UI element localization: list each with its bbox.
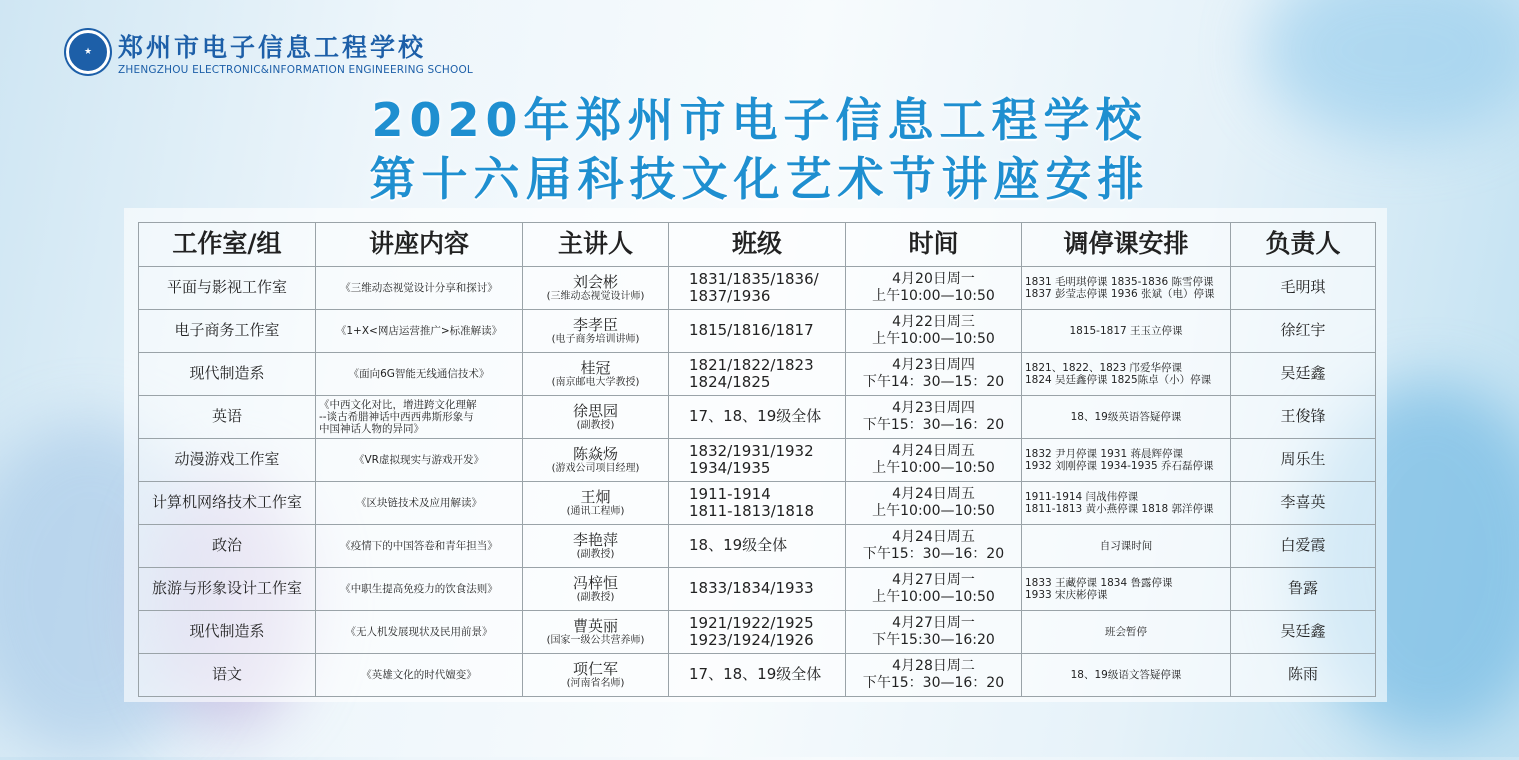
arrange: 18、19级语文答疑停课 <box>1070 668 1182 681</box>
column-header: 讲座内容 <box>316 223 523 267</box>
topic: 《1+X<网店运营推广>标准解读》 <box>335 324 503 337</box>
group-cell <box>139 611 316 654</box>
group-cell <box>139 267 316 310</box>
classes: 18、19级全体 <box>689 536 788 555</box>
page-title-line1: 2020年郑州市电子信息工程学校 <box>371 93 1148 147</box>
speaker-cell <box>523 267 669 310</box>
owner: 周乐生 <box>1280 450 1326 469</box>
table-row <box>139 353 1376 396</box>
logo-cn: 郑州市电子信息工程学校 <box>118 33 427 62</box>
arrangement-cell <box>1022 353 1231 396</box>
date: 4月24日周五 <box>892 485 975 502</box>
owner-cell <box>1231 310 1376 353</box>
speaker: 曹英丽 <box>572 616 618 635</box>
speaker-cell <box>523 396 669 439</box>
owner: 陈雨 <box>1287 665 1318 684</box>
classes: 1831/1835/1836/ 1837/1936 <box>689 269 819 305</box>
classes-cell <box>669 353 846 396</box>
classes-cell <box>669 310 846 353</box>
time-cell <box>846 654 1022 697</box>
speaker-title: (南京邮电大学教授) <box>551 376 640 388</box>
speaker-title: (通讯工程师) <box>566 505 625 517</box>
topic: 《疫情下的中国答卷和青年担当》 <box>340 539 498 552</box>
speaker: 陈焱炀 <box>572 444 618 463</box>
speaker-title: (副教授) <box>576 548 615 560</box>
group-cell <box>139 310 316 353</box>
owner-cell <box>1231 611 1376 654</box>
owner-cell <box>1231 525 1376 568</box>
owner-cell <box>1231 654 1376 697</box>
classes: 17、18、19级全体 <box>689 407 822 426</box>
group: 旅游与形象设计工作室 <box>151 579 302 598</box>
logo-en: ZHENGZHOU ELECTRONIC&INFORMATION ENGINEERING SCHOOL <box>118 64 473 76</box>
group: 动漫游戏工作室 <box>174 450 280 469</box>
lecture-schedule-table <box>138 222 1376 697</box>
arrangement-cell <box>1022 525 1231 568</box>
time-cell <box>846 482 1022 525</box>
arrange: 1821、1822、1823 邝爱华停课 1824 吴廷鑫停课 1825陈卓（小）停课 <box>1025 361 1212 386</box>
speaker: 冯梓恒 <box>572 573 618 592</box>
date: 4月22日周三 <box>892 313 975 330</box>
table-row <box>139 525 1376 568</box>
speaker-cell <box>523 353 669 396</box>
group-cell <box>139 396 316 439</box>
speaker-title: (三维动态视觉设计师) <box>546 290 645 302</box>
arrangement-cell <box>1022 267 1231 310</box>
owner: 李喜英 <box>1280 493 1326 512</box>
arrangement-cell <box>1022 310 1231 353</box>
arrange: 18、19级英语答疑停课 <box>1070 410 1182 423</box>
owner-cell <box>1231 568 1376 611</box>
time-cell <box>846 525 1022 568</box>
school-seal-icon: ★ <box>66 30 110 74</box>
table-row <box>139 654 1376 697</box>
column-header: 调停课安排 <box>1022 223 1231 267</box>
speaker-cell <box>523 654 669 697</box>
topic-cell <box>316 568 523 611</box>
time: 下午14：30—15：20 <box>862 374 1005 390</box>
arrange: 班会暂停 <box>1105 625 1147 638</box>
speaker-title: (电子商务培训讲师) <box>551 333 640 345</box>
group-cell <box>139 439 316 482</box>
topic: 《区块链技术及应用解读》 <box>356 496 482 509</box>
topic-cell <box>316 439 523 482</box>
speaker: 项仁军 <box>572 659 618 678</box>
topic: 《中职生提高免疫力的饮食法则》 <box>340 582 498 595</box>
topic-cell <box>316 611 523 654</box>
speaker: 刘会彬 <box>572 272 618 291</box>
arrange: 1911-1914 闫战伟停课 1811-1813 黄小燕停课 1818 郭洋停课 <box>1025 490 1214 515</box>
classes: 1833/1834/1933 <box>689 579 814 598</box>
arrange: 1831 毛明琪停课 1835-1836 陈雪停课 1837 彭莹志停课 1936 张斌（电）停课 <box>1025 275 1215 300</box>
topic: 《中西文化对比，增进跨文化理解 --谈古希腊神话中西西弗斯形象与 中国神话人物的异同》 <box>319 398 477 436</box>
column-header: 主讲人 <box>523 223 669 267</box>
classes: 1815/1816/1817 <box>689 321 814 340</box>
arrangement-cell <box>1022 654 1231 697</box>
topic-cell <box>316 654 523 697</box>
group-cell <box>139 525 316 568</box>
owner: 王俊锋 <box>1280 407 1326 426</box>
arrangement-cell <box>1022 396 1231 439</box>
classes-cell <box>669 439 846 482</box>
classes-cell <box>669 482 846 525</box>
topic: 《无人机发展现状及民用前景》 <box>345 625 493 638</box>
column-header: 班级 <box>669 223 846 267</box>
speaker: 王炯 <box>580 487 611 506</box>
classes: 1832/1931/1932 1934/1935 <box>689 441 814 477</box>
arrange: 1833 王藏停课 1834 鲁露停课 1933 宋庆彬停课 <box>1025 576 1173 601</box>
date: 4月28日周二 <box>892 657 975 674</box>
time: 下午15：30—16：20 <box>862 675 1005 691</box>
table-row <box>139 267 1376 310</box>
time-cell <box>846 568 1022 611</box>
time-cell <box>846 353 1022 396</box>
column-header: 负责人 <box>1231 223 1376 267</box>
page-title-line2: 第十六届科技文化艺术节讲座安排 <box>369 152 1150 206</box>
table-row <box>139 568 1376 611</box>
speaker-title: (河南省名师) <box>566 677 625 689</box>
owner: 吴廷鑫 <box>1280 364 1326 383</box>
classes-cell <box>669 525 846 568</box>
topic: 《英雄文化的时代嬗变》 <box>361 668 477 681</box>
group: 现代制造系 <box>189 622 265 641</box>
time: 上午10:00—10:50 <box>872 288 995 304</box>
group: 电子商务工作室 <box>174 321 280 340</box>
arrangement-cell <box>1022 568 1231 611</box>
owner: 吴廷鑫 <box>1280 622 1326 641</box>
speaker-title: (副教授) <box>576 419 615 431</box>
date: 4月27日周一 <box>892 571 975 588</box>
classes: 1821/1822/1823 1824/1825 <box>689 355 814 391</box>
date: 4月24日周五 <box>892 528 975 545</box>
speaker: 李艳萍 <box>572 530 618 549</box>
speaker-cell <box>523 525 669 568</box>
classes: 1921/1922/1925 1923/1924/1926 <box>689 613 814 649</box>
arrangement-cell <box>1022 439 1231 482</box>
speaker: 李孝臣 <box>572 315 618 334</box>
speaker-title: (国家一级公共营养师) <box>546 634 645 646</box>
speaker: 桂冠 <box>580 358 611 377</box>
owner-cell <box>1231 396 1376 439</box>
group: 计算机网络技术工作室 <box>151 493 302 512</box>
table-row <box>139 611 1376 654</box>
topic-cell <box>316 525 523 568</box>
table-row <box>139 396 1376 439</box>
arrange: 自习课时间 <box>1099 539 1153 552</box>
speaker-cell <box>523 611 669 654</box>
time: 上午10:00—10:50 <box>872 503 995 519</box>
column-header: 工作室/组 <box>139 223 316 267</box>
arrangement-cell <box>1022 611 1231 654</box>
arrangement-cell <box>1022 482 1231 525</box>
owner: 徐红宇 <box>1280 321 1326 340</box>
group-cell <box>139 482 316 525</box>
classes-cell <box>669 654 846 697</box>
speaker-title: (游戏公司项目经理) <box>551 462 640 474</box>
topic: 《VR虚拟现实与游戏开发》 <box>354 453 484 466</box>
classes: 17、18、19级全体 <box>689 665 822 684</box>
time: 下午15：30—16：20 <box>862 417 1005 433</box>
topic-cell <box>316 482 523 525</box>
classes-cell <box>669 396 846 439</box>
topic-cell <box>316 353 523 396</box>
arrange: 1832 尹月停课 1931 蒋晨辉停课 1932 刘刚停课 1934-1935 乔石磊停课 <box>1025 447 1214 472</box>
time: 上午10:00—10:50 <box>872 331 995 347</box>
date: 4月27日周一 <box>892 614 975 631</box>
owner: 白爱霞 <box>1280 536 1326 555</box>
speaker-cell <box>523 310 669 353</box>
group: 政治 <box>211 536 242 555</box>
group: 语文 <box>211 665 242 684</box>
topic: 《三维动态视觉设计分享和探讨》 <box>340 281 498 294</box>
classes-cell <box>669 611 846 654</box>
topic-cell <box>316 267 523 310</box>
owner-cell <box>1231 482 1376 525</box>
owner-cell <box>1231 267 1376 310</box>
owner-cell <box>1231 353 1376 396</box>
time-cell <box>846 267 1022 310</box>
speaker-cell <box>523 439 669 482</box>
group: 现代制造系 <box>189 364 265 383</box>
time-cell <box>846 396 1022 439</box>
table-row <box>139 439 1376 482</box>
classes-cell <box>669 568 846 611</box>
time: 下午15:30—16:20 <box>872 632 995 648</box>
arrange: 1815-1817 王玉立停课 <box>1069 324 1183 337</box>
time-cell <box>846 611 1022 654</box>
speaker-cell <box>523 568 669 611</box>
time: 下午15：30—16：20 <box>862 546 1005 562</box>
classes-cell <box>669 267 846 310</box>
group: 英语 <box>211 407 242 426</box>
speaker-title: (副教授) <box>576 591 615 603</box>
time: 上午10:00—10:50 <box>872 460 995 476</box>
topic-cell <box>316 396 523 439</box>
owner: 毛明琪 <box>1280 278 1326 297</box>
school-logo <box>66 28 473 76</box>
time-cell <box>846 439 1022 482</box>
topic: 《面向6G智能无线通信技术》 <box>348 367 490 380</box>
topic-cell <box>316 310 523 353</box>
classes: 1911-1914 1811-1813/1818 <box>689 484 814 520</box>
group-cell <box>139 568 316 611</box>
table-row <box>139 310 1376 353</box>
date: 4月20日周一 <box>892 270 975 287</box>
time-cell <box>846 310 1022 353</box>
table-row <box>139 482 1376 525</box>
time: 上午10:00—10:50 <box>872 589 995 605</box>
owner: 鲁露 <box>1287 579 1318 598</box>
owner-cell <box>1231 439 1376 482</box>
column-header: 时间 <box>846 223 1022 267</box>
speaker: 徐思园 <box>572 401 618 420</box>
group-cell <box>139 654 316 697</box>
date: 4月23日周四 <box>892 356 975 373</box>
group: 平面与影视工作室 <box>166 278 287 297</box>
speaker-cell <box>523 482 669 525</box>
date: 4月23日周四 <box>892 399 975 416</box>
group-cell <box>139 353 316 396</box>
date: 4月24日周五 <box>892 442 975 459</box>
